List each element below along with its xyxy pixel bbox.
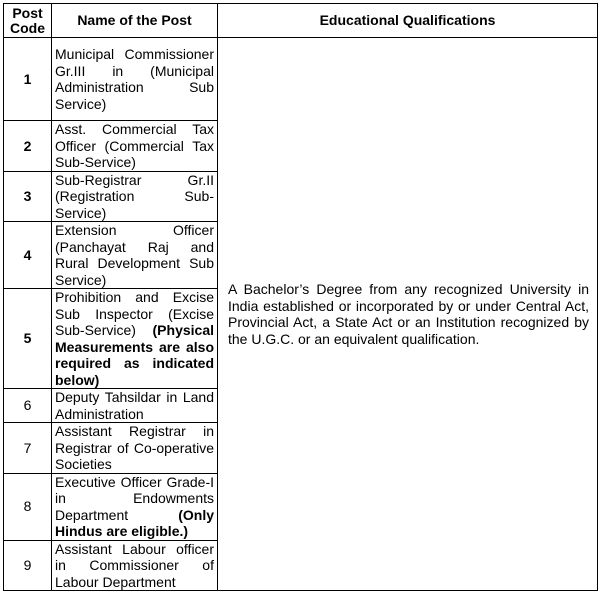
header-educational-qualifications: Educational Qualifications (218, 4, 598, 38)
qualification-cell (218, 38, 598, 591)
post-name-cell (52, 423, 218, 474)
post-name: Sub-Registrar Gr.II (Registration Sub-Service) (55, 171, 214, 221)
post-note: (Physical Measurements are also required as indicated below) (55, 322, 214, 388)
post-code-cell: 6 (4, 389, 52, 423)
post-name-cell (52, 171, 218, 222)
post-name: Municipal Commissioner Gr.III in (Municipal Administration Sub Service) (55, 46, 214, 112)
post-code-cell: 9 (4, 540, 52, 591)
post-code-cell: 7 (4, 423, 52, 474)
post-code-cell: 2 (4, 121, 52, 172)
post-code-cell: 3 (4, 171, 52, 222)
post-code-cell: 4 (4, 222, 52, 289)
post-name: Assistant Registrar in Registrar of Co-operative Societies (55, 423, 214, 472)
header-row (4, 4, 598, 38)
post-name-cell (52, 222, 218, 289)
header-post-code: Post Code (4, 4, 52, 38)
post-name-cell (52, 38, 218, 121)
table-row (4, 38, 598, 121)
post-name-cell (52, 540, 218, 591)
post-name: Assistant Labour officer in Commissioner of Labour Department (55, 540, 214, 590)
post-name-cell (52, 121, 218, 172)
post-name: Prohibition and Excise Sub Inspector (Excise Sub-Service) (55, 289, 214, 338)
header-name-of-post: Name of the Post (52, 4, 218, 38)
post-name: Deputy Tahsildar in Land Administration (55, 389, 214, 422)
post-code-cell: 8 (4, 473, 52, 540)
post-name: Extension Officer (Panchayat Raj and Rural Development Sub Service) (55, 222, 214, 288)
post-code-cell: 5 (4, 289, 52, 389)
qualifications-table (3, 3, 598, 591)
post-name-cell (52, 473, 218, 540)
post-name-cell (52, 289, 218, 389)
post-code-cell: 1 (4, 38, 52, 121)
post-name: Executive Officer Grade-I in Endowments Department (55, 473, 214, 523)
post-name: Asst. Commercial Tax Officer (Commercial Tax Sub-Service) (55, 121, 214, 170)
qualification-text: A Bachelor’s Degree from any recognized University in India established or incorporated by or under Central Act, Provincial Act, a State Act or an Institution recognized by the U.G.C. or an equivalent qualification. (228, 281, 589, 347)
post-note: (Only Hindus are eligible.) (55, 506, 214, 539)
post-name-cell (52, 389, 218, 423)
